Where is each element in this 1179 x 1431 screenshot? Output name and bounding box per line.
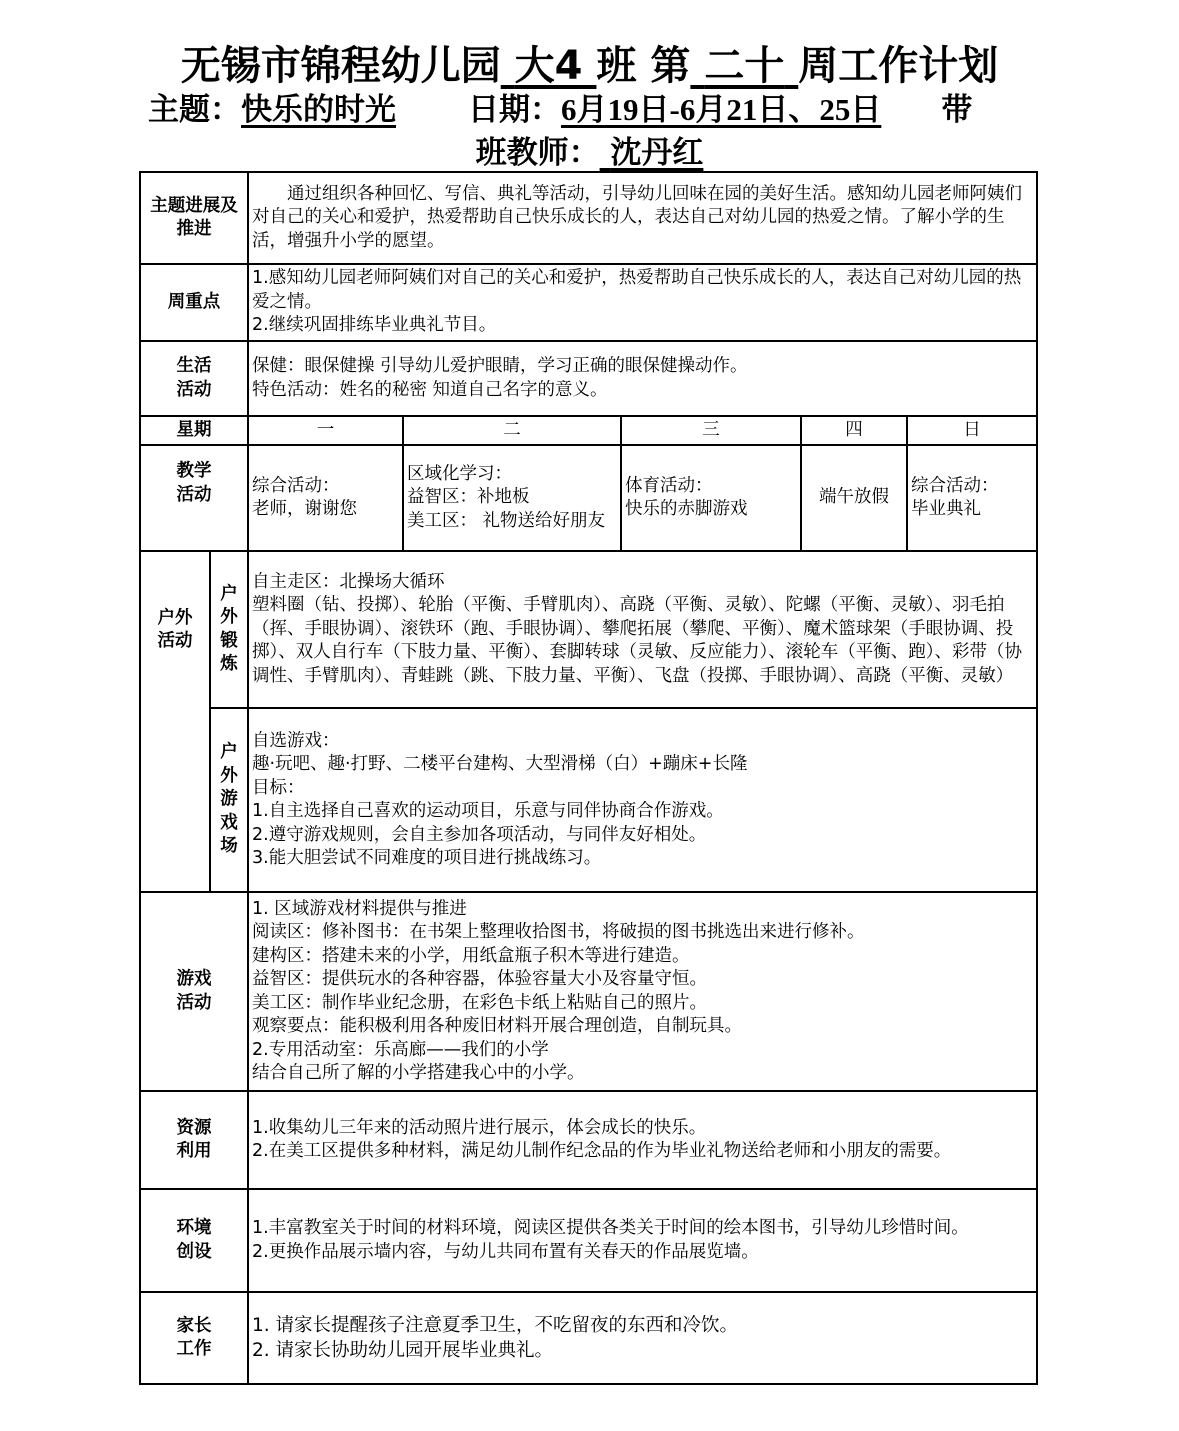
week-number: 二十: [704, 43, 785, 89]
weekday-sun: 日: [907, 416, 1037, 445]
environment-text: 1.丰富教室关于时间的材料环境，阅读区提供各类关于时间的绘本图书，引导幼儿珍惜时间。 2.更换作品展示墙内容，与幼儿共同布置有关春天的作品展览墙。: [248, 1189, 1037, 1292]
teaching-mon: 综合活动： 老师，谢谢您: [248, 445, 403, 551]
week-prefix: 第: [650, 43, 691, 89]
row-parents: [140, 1292, 1037, 1384]
week-suffix: 周工作计划: [798, 43, 999, 89]
date-value: 6月19日-6月21日、25日: [561, 92, 882, 127]
teaching-label: 教学 活动: [140, 445, 248, 551]
outdoor-label: 户外 活动: [140, 551, 210, 708]
life-activity-label: 生活 活动: [140, 341, 248, 416]
teaching-wed: 体育活动： 快乐的赤脚游戏: [621, 445, 801, 551]
weekday-tue: 二: [403, 416, 621, 445]
subtitle-row: [148, 90, 1038, 130]
resources-text: 1.收集幼儿三年来的活动照片进行展示，体会成长的快乐。 2.在美工区提供多种材料，满足幼儿制作纪念品的作为毕业礼物送给老师和小朋友的需要。: [248, 1091, 1037, 1189]
theme-progress-text: 通过组织各种回忆、写信、典礼等活动，引导幼儿回味在园的美好生活。感知幼儿园老师阿姨们对自己的关心和爱护，热爱帮助自己快乐成长的人，表达自己对幼儿园的热爱之情。了解小学的生活，增强升小学的愿望。: [248, 172, 1037, 264]
teacher-row: [0, 133, 1179, 173]
weekly-focus-line: 1.感知幼儿园老师阿姨们对自己的关心和爱护，热爱帮助自己快乐成长的人，表达自己对幼儿园的热爱之情。: [252, 268, 1022, 312]
teacher-label-a: 带: [941, 92, 973, 128]
weekday-wed: 三: [621, 416, 801, 445]
row-outdoor-exercise: [140, 551, 1037, 708]
teaching-tue: 区域化学习： 益智区：补地板 美工区： 礼物送给好朋友: [403, 445, 621, 551]
life-activity-line: 保健：眼保健操 引导幼儿爱护眼睛，学习正确的眼保健操动作。: [252, 356, 748, 376]
date-label: 日期：: [468, 92, 561, 128]
work-plan-table: [139, 171, 1038, 1385]
outdoor-playground-text: 自选游戏： 趣·玩吧、趣·打野、二楼平台建构、大型滑梯（白）+蹦床+长隆 目标： 1.自主选择自己喜欢的运动项目，乐意与同伴协商合作游戏。 2.遵守游戏规则，会自主参加各项活动，与同伴友好相处。 3.能大胆尝试不同难度的项目进行挑战练习。: [248, 708, 1037, 892]
game-text: 1. 区域游戏材料提供与推进 阅读区：修补图书：在书架上整理收拾图书，将破损的图书挑选出来进行修补。 建构区：搭建未来的小学，用纸盒瓶子积木等进行建造。 益智区：提供玩水的各种容器，体验容量大小及容量守恒。 美工区：制作毕业纪念册，在彩色卡纸上粘贴自己的照片。 观察要点：能积极利用各种废旧材料开展合理创造，自制玩具。 2.专用活动室：乐高廊——我们的小学 结合自己所了解的小学搭建我心中的小学。: [248, 892, 1037, 1091]
row-weekdays: [140, 416, 1037, 445]
weekday-label: 星期: [140, 416, 248, 445]
parents-label: 家长 工作: [140, 1292, 248, 1384]
weekly-focus-line: 2.继续巩固排练毕业典礼节目。: [252, 315, 497, 336]
teacher-label-b: 班教师：: [475, 135, 600, 171]
teaching-thu: 端午放假: [801, 445, 907, 551]
game-label: 游戏 活动: [140, 892, 248, 1091]
class-word: 班: [596, 43, 637, 89]
theme-label: 主题：: [148, 92, 241, 128]
outdoor-playground-label: 户 外 游 戏 场: [210, 708, 248, 892]
weekly-focus-label: 周重点: [140, 264, 248, 341]
environment-label: 环境 创设: [140, 1189, 248, 1292]
row-game: [140, 892, 1037, 1091]
resources-label: 资源 利用: [140, 1091, 248, 1189]
row-teaching: [140, 445, 1037, 551]
teacher-name: 沈丹红: [610, 135, 704, 171]
weekday-thu: 四: [801, 416, 907, 445]
row-weekly-focus: [140, 264, 1037, 341]
life-activity-text: [248, 341, 1037, 416]
outdoor-label-continuation: [140, 708, 210, 892]
weekday-mon: 一: [248, 416, 403, 445]
weekly-focus-text: [248, 264, 1037, 341]
row-theme-progress: [140, 172, 1037, 264]
teaching-sun: 综合活动： 毕业典礼: [907, 445, 1037, 551]
school-name: 无锡市锦程幼儿园: [180, 43, 501, 89]
row-life-activity: [140, 341, 1037, 416]
outdoor-exercise-label: 户 外 锻 炼: [210, 551, 248, 708]
life-activity-line: 特色活动：姓名的秘密 知道自己名字的意义。: [252, 379, 608, 400]
theme-progress-label: 主题进展及 推进: [140, 172, 248, 264]
parents-text: 1. 请家长提醒孩子注意夏季卫生，不吃留夜的东西和冷饮。 2. 请家长协助幼儿园开展毕业典礼。: [248, 1292, 1037, 1384]
row-environment: [140, 1189, 1037, 1292]
row-outdoor-playground: [140, 708, 1037, 892]
theme-value: 快乐的时光: [241, 92, 396, 128]
row-resources: [140, 1091, 1037, 1189]
class-name: 大4: [514, 43, 583, 89]
outdoor-exercise-text: 自主走区：北操场大循环 塑料圈（钻、投掷）、轮胎（平衡、手臂肌肉）、高跷（平衡、灵敏）、陀螺（平衡、灵敏）、羽毛拍（挥、手眼协调）、滚铁环（跑、手眼协调）、攀爬拓展（攀爬、平衡）、魔术篮球架（手眼协调、投掷）、双人自行车（下肢力量、平衡）、套脚转球（灵敏、反应能力）、滚轮车（平衡、跑）、彩带（协调性、手臂肌肉）、青蛙跳（跳、下肢力量、平衡）、飞盘（投掷、手眼协调）、高跷（平衡、灵敏）: [248, 551, 1037, 708]
page-title: [0, 40, 1179, 92]
